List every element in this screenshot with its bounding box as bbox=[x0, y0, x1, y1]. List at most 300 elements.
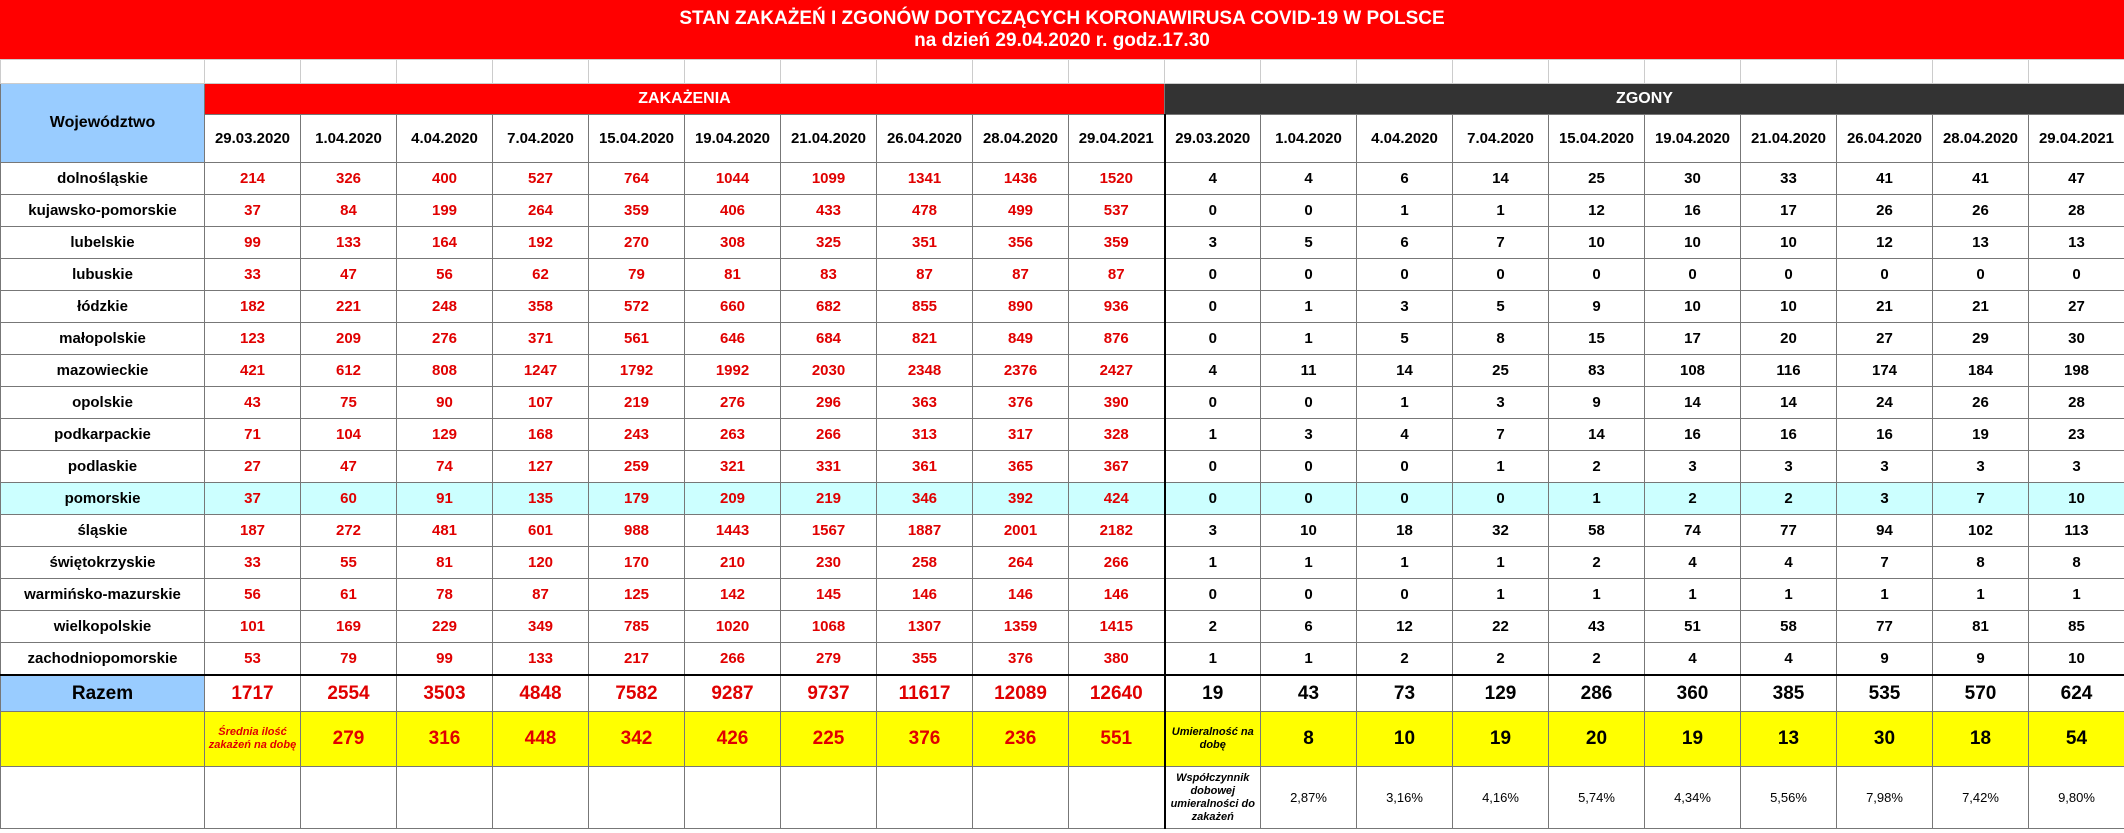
infection-cell: 135 bbox=[493, 483, 589, 515]
death-cell: 10 bbox=[1261, 515, 1357, 547]
death-cell: 1 bbox=[1933, 579, 2029, 611]
death-cell: 8 bbox=[1933, 547, 2029, 579]
death-cell: 4 bbox=[1741, 643, 1837, 676]
region-name: podlaskie bbox=[1, 451, 205, 483]
death-cell: 1 bbox=[1357, 547, 1453, 579]
death-cell: 3 bbox=[1741, 451, 1837, 483]
death-cell: 3 bbox=[1357, 291, 1453, 323]
avg-blank-cell bbox=[1, 712, 205, 767]
spacer-cell bbox=[1453, 60, 1549, 84]
ratio-blank-cell bbox=[877, 767, 973, 829]
death-cell: 17 bbox=[1645, 323, 1741, 355]
ratio-cell: 9,80% bbox=[2029, 767, 2124, 829]
infection-cell: 1307 bbox=[877, 611, 973, 643]
title-line-2: na dzień 29.04.2020 r. godz.17.30 bbox=[914, 30, 1210, 51]
death-cell: 113 bbox=[2029, 515, 2124, 547]
infection-cell: 168 bbox=[493, 419, 589, 451]
infection-cell: 33 bbox=[205, 259, 301, 291]
total-deaths-cell: 43 bbox=[1261, 675, 1357, 712]
death-cell: 0 bbox=[1453, 259, 1549, 291]
death-cell: 0 bbox=[1261, 483, 1357, 515]
infection-cell: 359 bbox=[589, 195, 685, 227]
spacer-cell bbox=[781, 60, 877, 84]
death-cell: 26 bbox=[1933, 195, 2029, 227]
infection-cell: 37 bbox=[205, 195, 301, 227]
death-cell: 184 bbox=[1933, 355, 2029, 387]
infection-cell: 296 bbox=[781, 387, 877, 419]
date-infections: 15.04.2020 bbox=[589, 115, 685, 163]
infection-cell: 133 bbox=[301, 227, 397, 259]
death-cell: 1 bbox=[1741, 579, 1837, 611]
death-cell: 43 bbox=[1549, 611, 1645, 643]
date-infections: 1.04.2020 bbox=[301, 115, 397, 163]
avg-deaths-cell: 18 bbox=[1933, 712, 2029, 767]
region-name: łódzkie bbox=[1, 291, 205, 323]
date-deaths: 29.03.2020 bbox=[1165, 115, 1261, 163]
infection-cell: 55 bbox=[301, 547, 397, 579]
death-cell: 2 bbox=[1645, 483, 1741, 515]
infection-cell: 221 bbox=[301, 291, 397, 323]
death-cell: 94 bbox=[1837, 515, 1933, 547]
death-cell: 0 bbox=[1645, 259, 1741, 291]
death-cell: 77 bbox=[1741, 515, 1837, 547]
infection-cell: 47 bbox=[301, 259, 397, 291]
avg-infections-cell: 342 bbox=[589, 712, 685, 767]
covid-table bbox=[0, 59, 2124, 829]
infection-cell: 313 bbox=[877, 419, 973, 451]
infection-cell: 230 bbox=[781, 547, 877, 579]
death-cell: 10 bbox=[2029, 483, 2124, 515]
death-cell: 4 bbox=[1645, 643, 1741, 676]
date-deaths: 7.04.2020 bbox=[1453, 115, 1549, 163]
infection-cell: 351 bbox=[877, 227, 973, 259]
avg-infections-cell: 236 bbox=[973, 712, 1069, 767]
infection-cell: 2427 bbox=[1069, 355, 1165, 387]
total-deaths-cell: 73 bbox=[1357, 675, 1453, 712]
infection-cell: 1436 bbox=[973, 163, 1069, 195]
date-infections: 21.04.2020 bbox=[781, 115, 877, 163]
death-cell: 0 bbox=[1165, 579, 1261, 611]
infection-cell: 266 bbox=[1069, 547, 1165, 579]
avg-deaths-cell: 19 bbox=[1453, 712, 1549, 767]
spacer-cell bbox=[589, 60, 685, 84]
infection-cell: 60 bbox=[301, 483, 397, 515]
date-infections: 7.04.2020 bbox=[493, 115, 589, 163]
infection-cell: 358 bbox=[493, 291, 589, 323]
death-cell: 58 bbox=[1549, 515, 1645, 547]
ratio-cell: 4,34% bbox=[1645, 767, 1741, 829]
infection-cell: 78 bbox=[397, 579, 493, 611]
table-row bbox=[1, 643, 2124, 676]
infection-cell: 83 bbox=[781, 259, 877, 291]
death-cell: 28 bbox=[2029, 387, 2124, 419]
table-row bbox=[1, 547, 2124, 579]
infection-cell: 936 bbox=[1069, 291, 1165, 323]
infection-cell: 499 bbox=[973, 195, 1069, 227]
table-row bbox=[1, 227, 2124, 259]
infection-cell: 125 bbox=[589, 579, 685, 611]
death-cell: 2 bbox=[1165, 611, 1261, 643]
spacer-cell bbox=[1165, 60, 1261, 84]
death-cell: 83 bbox=[1549, 355, 1645, 387]
infection-cell: 214 bbox=[205, 163, 301, 195]
infection-cell: 81 bbox=[685, 259, 781, 291]
report-title bbox=[0, 0, 2124, 59]
infection-cell: 123 bbox=[205, 323, 301, 355]
death-cell: 1 bbox=[1453, 547, 1549, 579]
infection-cell: 326 bbox=[301, 163, 397, 195]
death-cell: 0 bbox=[1261, 387, 1357, 419]
death-cell: 10 bbox=[2029, 643, 2124, 676]
ratio-blank-cell bbox=[589, 767, 685, 829]
date-infections: 29.03.2020 bbox=[205, 115, 301, 163]
infection-cell: 1020 bbox=[685, 611, 781, 643]
total-infections-cell: 3503 bbox=[397, 675, 493, 712]
region-name: małopolskie bbox=[1, 323, 205, 355]
infection-cell: 182 bbox=[205, 291, 301, 323]
avg-infections-cell: 279 bbox=[301, 712, 397, 767]
death-cell: 4 bbox=[1165, 163, 1261, 195]
death-cell: 17 bbox=[1741, 195, 1837, 227]
region-name: opolskie bbox=[1, 387, 205, 419]
death-cell: 3 bbox=[1453, 387, 1549, 419]
infection-cell: 127 bbox=[493, 451, 589, 483]
date-deaths: 19.04.2020 bbox=[1645, 115, 1741, 163]
avg-deaths-label: Umieralność na dobę bbox=[1165, 712, 1261, 767]
death-cell: 16 bbox=[1837, 419, 1933, 451]
infection-cell: 367 bbox=[1069, 451, 1165, 483]
infection-cell: 1443 bbox=[685, 515, 781, 547]
death-cell: 11 bbox=[1261, 355, 1357, 387]
death-cell: 2 bbox=[1549, 547, 1645, 579]
avg-infections-cell: 426 bbox=[685, 712, 781, 767]
death-cell: 21 bbox=[1837, 291, 1933, 323]
ratio-cell: 5,74% bbox=[1549, 767, 1645, 829]
table-row bbox=[1, 419, 2124, 451]
death-cell: 16 bbox=[1645, 195, 1741, 227]
death-cell: 8 bbox=[2029, 547, 2124, 579]
total-infections-cell: 4848 bbox=[493, 675, 589, 712]
death-cell: 26 bbox=[1933, 387, 2029, 419]
infection-cell: 179 bbox=[589, 483, 685, 515]
region-name: dolnośląskie bbox=[1, 163, 205, 195]
spacer-cell bbox=[397, 60, 493, 84]
infection-cell: 537 bbox=[1069, 195, 1165, 227]
death-cell: 47 bbox=[2029, 163, 2124, 195]
region-name: wielkopolskie bbox=[1, 611, 205, 643]
infection-cell: 270 bbox=[589, 227, 685, 259]
infection-cell: 1567 bbox=[781, 515, 877, 547]
death-cell: 81 bbox=[1933, 611, 2029, 643]
spacer-cell bbox=[1933, 60, 2029, 84]
death-cell: 16 bbox=[1645, 419, 1741, 451]
infection-cell: 764 bbox=[589, 163, 685, 195]
death-cell: 1 bbox=[1261, 643, 1357, 676]
infection-cell: 808 bbox=[397, 355, 493, 387]
infection-cell: 2001 bbox=[973, 515, 1069, 547]
death-cell: 0 bbox=[1741, 259, 1837, 291]
infection-cell: 120 bbox=[493, 547, 589, 579]
infection-cell: 478 bbox=[877, 195, 973, 227]
avg-deaths-cell: 54 bbox=[2029, 712, 2124, 767]
infection-cell: 876 bbox=[1069, 323, 1165, 355]
infection-cell: 259 bbox=[589, 451, 685, 483]
avg-infections-cell: 551 bbox=[1069, 712, 1165, 767]
death-cell: 41 bbox=[1933, 163, 2029, 195]
infection-cell: 219 bbox=[781, 483, 877, 515]
death-cell: 198 bbox=[2029, 355, 2124, 387]
death-cell: 85 bbox=[2029, 611, 2124, 643]
spacer-cell bbox=[2029, 60, 2124, 84]
infection-cell: 146 bbox=[973, 579, 1069, 611]
death-cell: 25 bbox=[1549, 163, 1645, 195]
death-cell: 0 bbox=[1165, 323, 1261, 355]
infection-cell: 2182 bbox=[1069, 515, 1165, 547]
death-cell: 1 bbox=[1261, 323, 1357, 355]
death-cell: 8 bbox=[1453, 323, 1549, 355]
infection-cell: 87 bbox=[877, 259, 973, 291]
date-infections: 26.04.2020 bbox=[877, 115, 973, 163]
infection-cell: 406 bbox=[685, 195, 781, 227]
ratio-cell: 7,98% bbox=[1837, 767, 1933, 829]
total-infections-cell: 9287 bbox=[685, 675, 781, 712]
death-cell: 15 bbox=[1549, 323, 1645, 355]
ratio-label: Współczynnik dobowej umieralności do zakażeń bbox=[1165, 767, 1261, 829]
death-cell: 9 bbox=[1837, 643, 1933, 676]
death-cell: 1 bbox=[1357, 195, 1453, 227]
spacer-cell bbox=[205, 60, 301, 84]
death-cell: 0 bbox=[1549, 259, 1645, 291]
death-cell: 26 bbox=[1837, 195, 1933, 227]
infection-cell: 209 bbox=[685, 483, 781, 515]
total-infections-cell: 1717 bbox=[205, 675, 301, 712]
death-cell: 0 bbox=[1165, 195, 1261, 227]
infection-cell: 87 bbox=[493, 579, 589, 611]
ratio-blank-cell bbox=[397, 767, 493, 829]
date-deaths: 26.04.2020 bbox=[1837, 115, 1933, 163]
infection-cell: 99 bbox=[397, 643, 493, 676]
spacer-cell bbox=[1837, 60, 1933, 84]
infection-cell: 27 bbox=[205, 451, 301, 483]
death-cell: 1 bbox=[1165, 547, 1261, 579]
death-cell: 2 bbox=[1357, 643, 1453, 676]
infection-cell: 276 bbox=[685, 387, 781, 419]
total-deaths-cell: 360 bbox=[1645, 675, 1741, 712]
death-cell: 74 bbox=[1645, 515, 1741, 547]
date-infections: 4.04.2020 bbox=[397, 115, 493, 163]
table-row bbox=[1, 483, 2124, 515]
total-row bbox=[1, 675, 2124, 712]
infection-cell: 390 bbox=[1069, 387, 1165, 419]
death-cell: 32 bbox=[1453, 515, 1549, 547]
infection-cell: 317 bbox=[973, 419, 1069, 451]
death-cell: 174 bbox=[1837, 355, 1933, 387]
ratio-blank-cell bbox=[685, 767, 781, 829]
death-cell: 3 bbox=[1837, 451, 1933, 483]
death-cell: 3 bbox=[1933, 451, 2029, 483]
infection-cell: 164 bbox=[397, 227, 493, 259]
total-infections-cell: 7582 bbox=[589, 675, 685, 712]
table-row bbox=[1, 291, 2124, 323]
death-cell: 12 bbox=[1357, 611, 1453, 643]
infection-cell: 276 bbox=[397, 323, 493, 355]
infection-cell: 682 bbox=[781, 291, 877, 323]
death-cell: 14 bbox=[1549, 419, 1645, 451]
infection-cell: 43 bbox=[205, 387, 301, 419]
death-cell: 0 bbox=[1165, 259, 1261, 291]
region-name: kujawsko-pomorskie bbox=[1, 195, 205, 227]
ratio-blank-cell bbox=[301, 767, 397, 829]
death-cell: 9 bbox=[1933, 643, 2029, 676]
death-cell: 0 bbox=[1837, 259, 1933, 291]
death-cell: 12 bbox=[1837, 227, 1933, 259]
ratio-row bbox=[1, 767, 2124, 829]
death-cell: 24 bbox=[1837, 387, 1933, 419]
infection-cell: 133 bbox=[493, 643, 589, 676]
infection-cell: 660 bbox=[685, 291, 781, 323]
death-cell: 6 bbox=[1261, 611, 1357, 643]
death-cell: 25 bbox=[1453, 355, 1549, 387]
infection-cell: 359 bbox=[1069, 227, 1165, 259]
spacer-cell bbox=[1549, 60, 1645, 84]
ratio-cell: 3,16% bbox=[1357, 767, 1453, 829]
death-cell: 0 bbox=[1261, 579, 1357, 611]
death-cell: 10 bbox=[1645, 291, 1741, 323]
infection-cell: 79 bbox=[589, 259, 685, 291]
infection-cell: 84 bbox=[301, 195, 397, 227]
total-label: Razem bbox=[1, 675, 205, 712]
infection-cell: 890 bbox=[973, 291, 1069, 323]
region-name: pomorskie bbox=[1, 483, 205, 515]
infection-cell: 321 bbox=[685, 451, 781, 483]
infection-cell: 346 bbox=[877, 483, 973, 515]
infection-cell: 87 bbox=[973, 259, 1069, 291]
avg-infections-cell: 225 bbox=[781, 712, 877, 767]
infection-cell: 170 bbox=[589, 547, 685, 579]
infection-cell: 229 bbox=[397, 611, 493, 643]
avg-deaths-cell: 10 bbox=[1357, 712, 1453, 767]
death-cell: 10 bbox=[1741, 291, 1837, 323]
infection-cell: 219 bbox=[589, 387, 685, 419]
infection-cell: 56 bbox=[397, 259, 493, 291]
infection-cell: 258 bbox=[877, 547, 973, 579]
table-row bbox=[1, 195, 2124, 227]
title-line-1: STAN ZAKAŻEŃ I ZGONÓW DOTYCZĄCYCH KORONAWIRUSA COVID-19 W POLSCE bbox=[679, 8, 1445, 29]
infection-cell: 62 bbox=[493, 259, 589, 291]
infection-cell: 264 bbox=[973, 547, 1069, 579]
date-deaths: 1.04.2020 bbox=[1261, 115, 1357, 163]
infection-cell: 53 bbox=[205, 643, 301, 676]
avg-deaths-cell: 19 bbox=[1645, 712, 1741, 767]
table-row bbox=[1, 355, 2124, 387]
spacer-cell bbox=[1741, 60, 1837, 84]
avg-deaths-cell: 30 bbox=[1837, 712, 1933, 767]
death-cell: 1 bbox=[2029, 579, 2124, 611]
infection-cell: 855 bbox=[877, 291, 973, 323]
infection-cell: 266 bbox=[781, 419, 877, 451]
death-cell: 3 bbox=[1261, 419, 1357, 451]
date-deaths: 4.04.2020 bbox=[1357, 115, 1453, 163]
death-cell: 6 bbox=[1357, 163, 1453, 195]
infection-cell: 146 bbox=[877, 579, 973, 611]
total-deaths-cell: 385 bbox=[1741, 675, 1837, 712]
spacer-cell bbox=[1261, 60, 1357, 84]
table-row bbox=[1, 163, 2124, 195]
death-cell: 1 bbox=[1453, 451, 1549, 483]
infection-cell: 1520 bbox=[1069, 163, 1165, 195]
death-cell: 30 bbox=[1645, 163, 1741, 195]
death-cell: 22 bbox=[1453, 611, 1549, 643]
ratio-blank-cell bbox=[781, 767, 877, 829]
ratio-blank-cell bbox=[493, 767, 589, 829]
infection-cell: 199 bbox=[397, 195, 493, 227]
date-deaths: 21.04.2020 bbox=[1741, 115, 1837, 163]
death-cell: 14 bbox=[1741, 387, 1837, 419]
infection-cell: 684 bbox=[781, 323, 877, 355]
infection-cell: 612 bbox=[301, 355, 397, 387]
infection-cell: 243 bbox=[589, 419, 685, 451]
death-cell: 0 bbox=[1933, 259, 2029, 291]
infection-cell: 1359 bbox=[973, 611, 1069, 643]
death-cell: 27 bbox=[2029, 291, 2124, 323]
avg-infections-cell: 316 bbox=[397, 712, 493, 767]
avg-deaths-cell: 20 bbox=[1549, 712, 1645, 767]
death-cell: 0 bbox=[1165, 483, 1261, 515]
infection-cell: 1044 bbox=[685, 163, 781, 195]
death-cell: 4 bbox=[1165, 355, 1261, 387]
death-cell: 1 bbox=[1165, 419, 1261, 451]
infection-cell: 349 bbox=[493, 611, 589, 643]
death-cell: 4 bbox=[1645, 547, 1741, 579]
total-deaths-cell: 19 bbox=[1165, 675, 1261, 712]
infection-cell: 1992 bbox=[685, 355, 781, 387]
death-cell: 21 bbox=[1933, 291, 2029, 323]
table-row bbox=[1, 259, 2124, 291]
infection-cell: 2030 bbox=[781, 355, 877, 387]
death-cell: 1 bbox=[1549, 483, 1645, 515]
table-row bbox=[1, 611, 2124, 643]
infection-cell: 1099 bbox=[781, 163, 877, 195]
death-cell: 1 bbox=[1453, 195, 1549, 227]
death-cell: 10 bbox=[1549, 227, 1645, 259]
infection-cell: 192 bbox=[493, 227, 589, 259]
death-cell: 116 bbox=[1741, 355, 1837, 387]
death-cell: 7 bbox=[1453, 419, 1549, 451]
infection-cell: 361 bbox=[877, 451, 973, 483]
death-cell: 30 bbox=[2029, 323, 2124, 355]
infection-cell: 380 bbox=[1069, 643, 1165, 676]
infection-cell: 785 bbox=[589, 611, 685, 643]
death-cell: 4 bbox=[1357, 419, 1453, 451]
region-name: warmińsko-mazurskie bbox=[1, 579, 205, 611]
region-name: podkarpackie bbox=[1, 419, 205, 451]
death-cell: 16 bbox=[1741, 419, 1837, 451]
death-cell: 7 bbox=[1837, 547, 1933, 579]
death-cell: 41 bbox=[1837, 163, 1933, 195]
death-cell: 1 bbox=[1549, 579, 1645, 611]
death-cell: 4 bbox=[1261, 163, 1357, 195]
death-cell: 10 bbox=[1645, 227, 1741, 259]
death-cell: 3 bbox=[1645, 451, 1741, 483]
infection-cell: 400 bbox=[397, 163, 493, 195]
infection-cell: 601 bbox=[493, 515, 589, 547]
infection-cell: 87 bbox=[1069, 259, 1165, 291]
death-cell: 2 bbox=[1453, 643, 1549, 676]
date-infections: 29.04.2021 bbox=[1069, 115, 1165, 163]
death-cell: 6 bbox=[1357, 227, 1453, 259]
spacer-cell bbox=[685, 60, 781, 84]
date-deaths: 28.04.2020 bbox=[1933, 115, 2029, 163]
